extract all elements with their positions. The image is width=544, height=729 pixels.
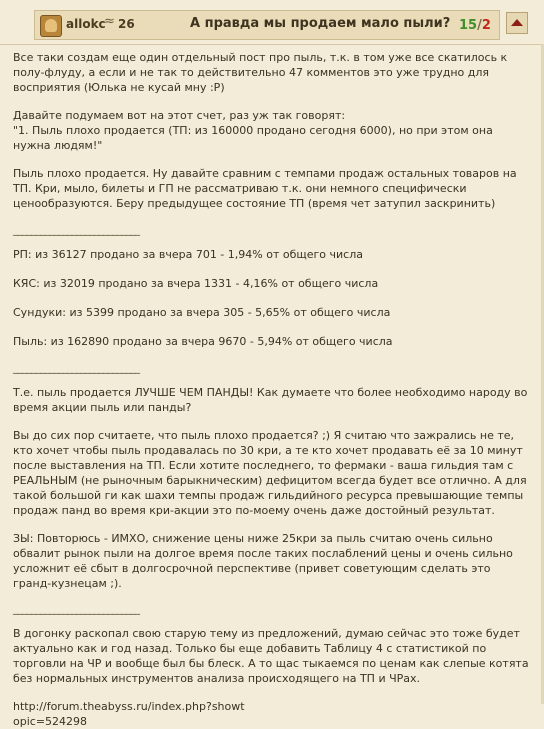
post-paragraph: ЗЫ: Повторюсь - ИМХО, снижение цены ниже 25кри за пыль считаю очень сильно обвалит рынок пыли на долгое время после таких послаблений цены и очень сильно усложнит её сбыт в долгосрочной перспективе (привет советующим сделать это гранд-кузнецам ;).: [13, 532, 517, 590]
post-text: Давайте подумаем вот на этот счет, раз уж так говорят:: [13, 109, 346, 122]
divider: ____________________________: [13, 361, 139, 374]
post-paragraph: Т.е. пыль продается ЛУЧШЕ ЧЕМ ПАНДЫ! Как думаете что более необходимо народу во время акции пыль или панды?: [13, 386, 531, 414]
score-separator: /: [477, 18, 482, 33]
post-quote: "1. Пыль плохо продается (ТП: из 160000 продано сегодня 6000), но при этом она нужна людям!": [13, 124, 497, 152]
forum-link-part1[interactable]: http://forum.theabyss.ru/index.php?showt: [13, 700, 245, 713]
post-paragraph: Пыль плохо продается. Ну давайте сравним с темпами продаж остальных товаров на ТП. Кри, мыло, билеты и ГП не рассматриваю т.к. они немного специфически ценообразуются. Беру предыдущее состояние ТП (время чет затупил заскринить): [13, 167, 521, 210]
scroll-up-button[interactable]: [506, 12, 528, 34]
post-paragraph: [13, 108, 529, 153]
post-paragraph: В догонку раскопал свою старую тему из предложений, думаю сейчас это тоже будет актуально как и год назад. Только бы еще добавить Таблицу 4 с статистикой по торговли на ЧР и вообще был бы блеск. А то щас тыкаемся по ценам как слепые котята без нормальных инструментов анализа происходящего на ТП и ЧРах.: [13, 627, 533, 685]
arrow-up-icon: [511, 19, 523, 26]
stat-line: РП: из 36127 продано за вчера 701 - 1,94% от общего числа: [13, 248, 363, 261]
author-avatar-icon[interactable]: [40, 15, 62, 37]
post-title: А правда мы продаем мало пыли?: [190, 16, 451, 31]
divider: ____________________________: [13, 602, 139, 615]
score-minus: 2: [481, 18, 491, 33]
post-paragraph: Все таки создам еще один отдельный пост про пыль, т.к. в том уже все скатилось к полу-флуду, а если и не так то действительно 47 комментов это уже трудно для восприятия (Юлька не кусай мну :P): [13, 51, 511, 94]
stat-line: КЯС: из 32019 продано за вчера 1331 - 4,16% от общего числа: [13, 277, 379, 290]
post-score: [459, 18, 491, 33]
author-level: 26: [118, 17, 135, 31]
author-name[interactable]: allokc: [66, 17, 106, 31]
stat-line: Пыль: из 162890 продано за вчера 9670 - 5,94% от общего числа: [13, 335, 393, 348]
score-plus: 15: [459, 18, 478, 33]
stat-line: Сундуки: из 5399 продано за вчера 305 - 5,65% от общего числа: [13, 306, 391, 319]
chevrons-up-icon: ≈: [104, 14, 115, 29]
forum-link-part2[interactable]: opic=524298: [13, 715, 88, 728]
divider: ____________________________: [13, 223, 139, 236]
post-body: [13, 50, 533, 729]
post-paragraph: Вы до сих пор считаете, что пыль плохо продается? ;) Я считаю что зажрались не те, кто хочет чтобы пыль продавалась по 30 кри, а те кто хочет продавать её за 10 минут после выставления на ТП. Если хотите последнего, то фермаки - ваша гильдия там с РЕАЛЬНЫМ (не рыночным барыкническим) дефицитом всегда будет все отлично. А для такой большой ги как шахи темпы продаж гильдийного ресурса превышающие темпы продаж панд во время кри-акции это по-моему очень даже достойный результат.: [13, 429, 531, 517]
